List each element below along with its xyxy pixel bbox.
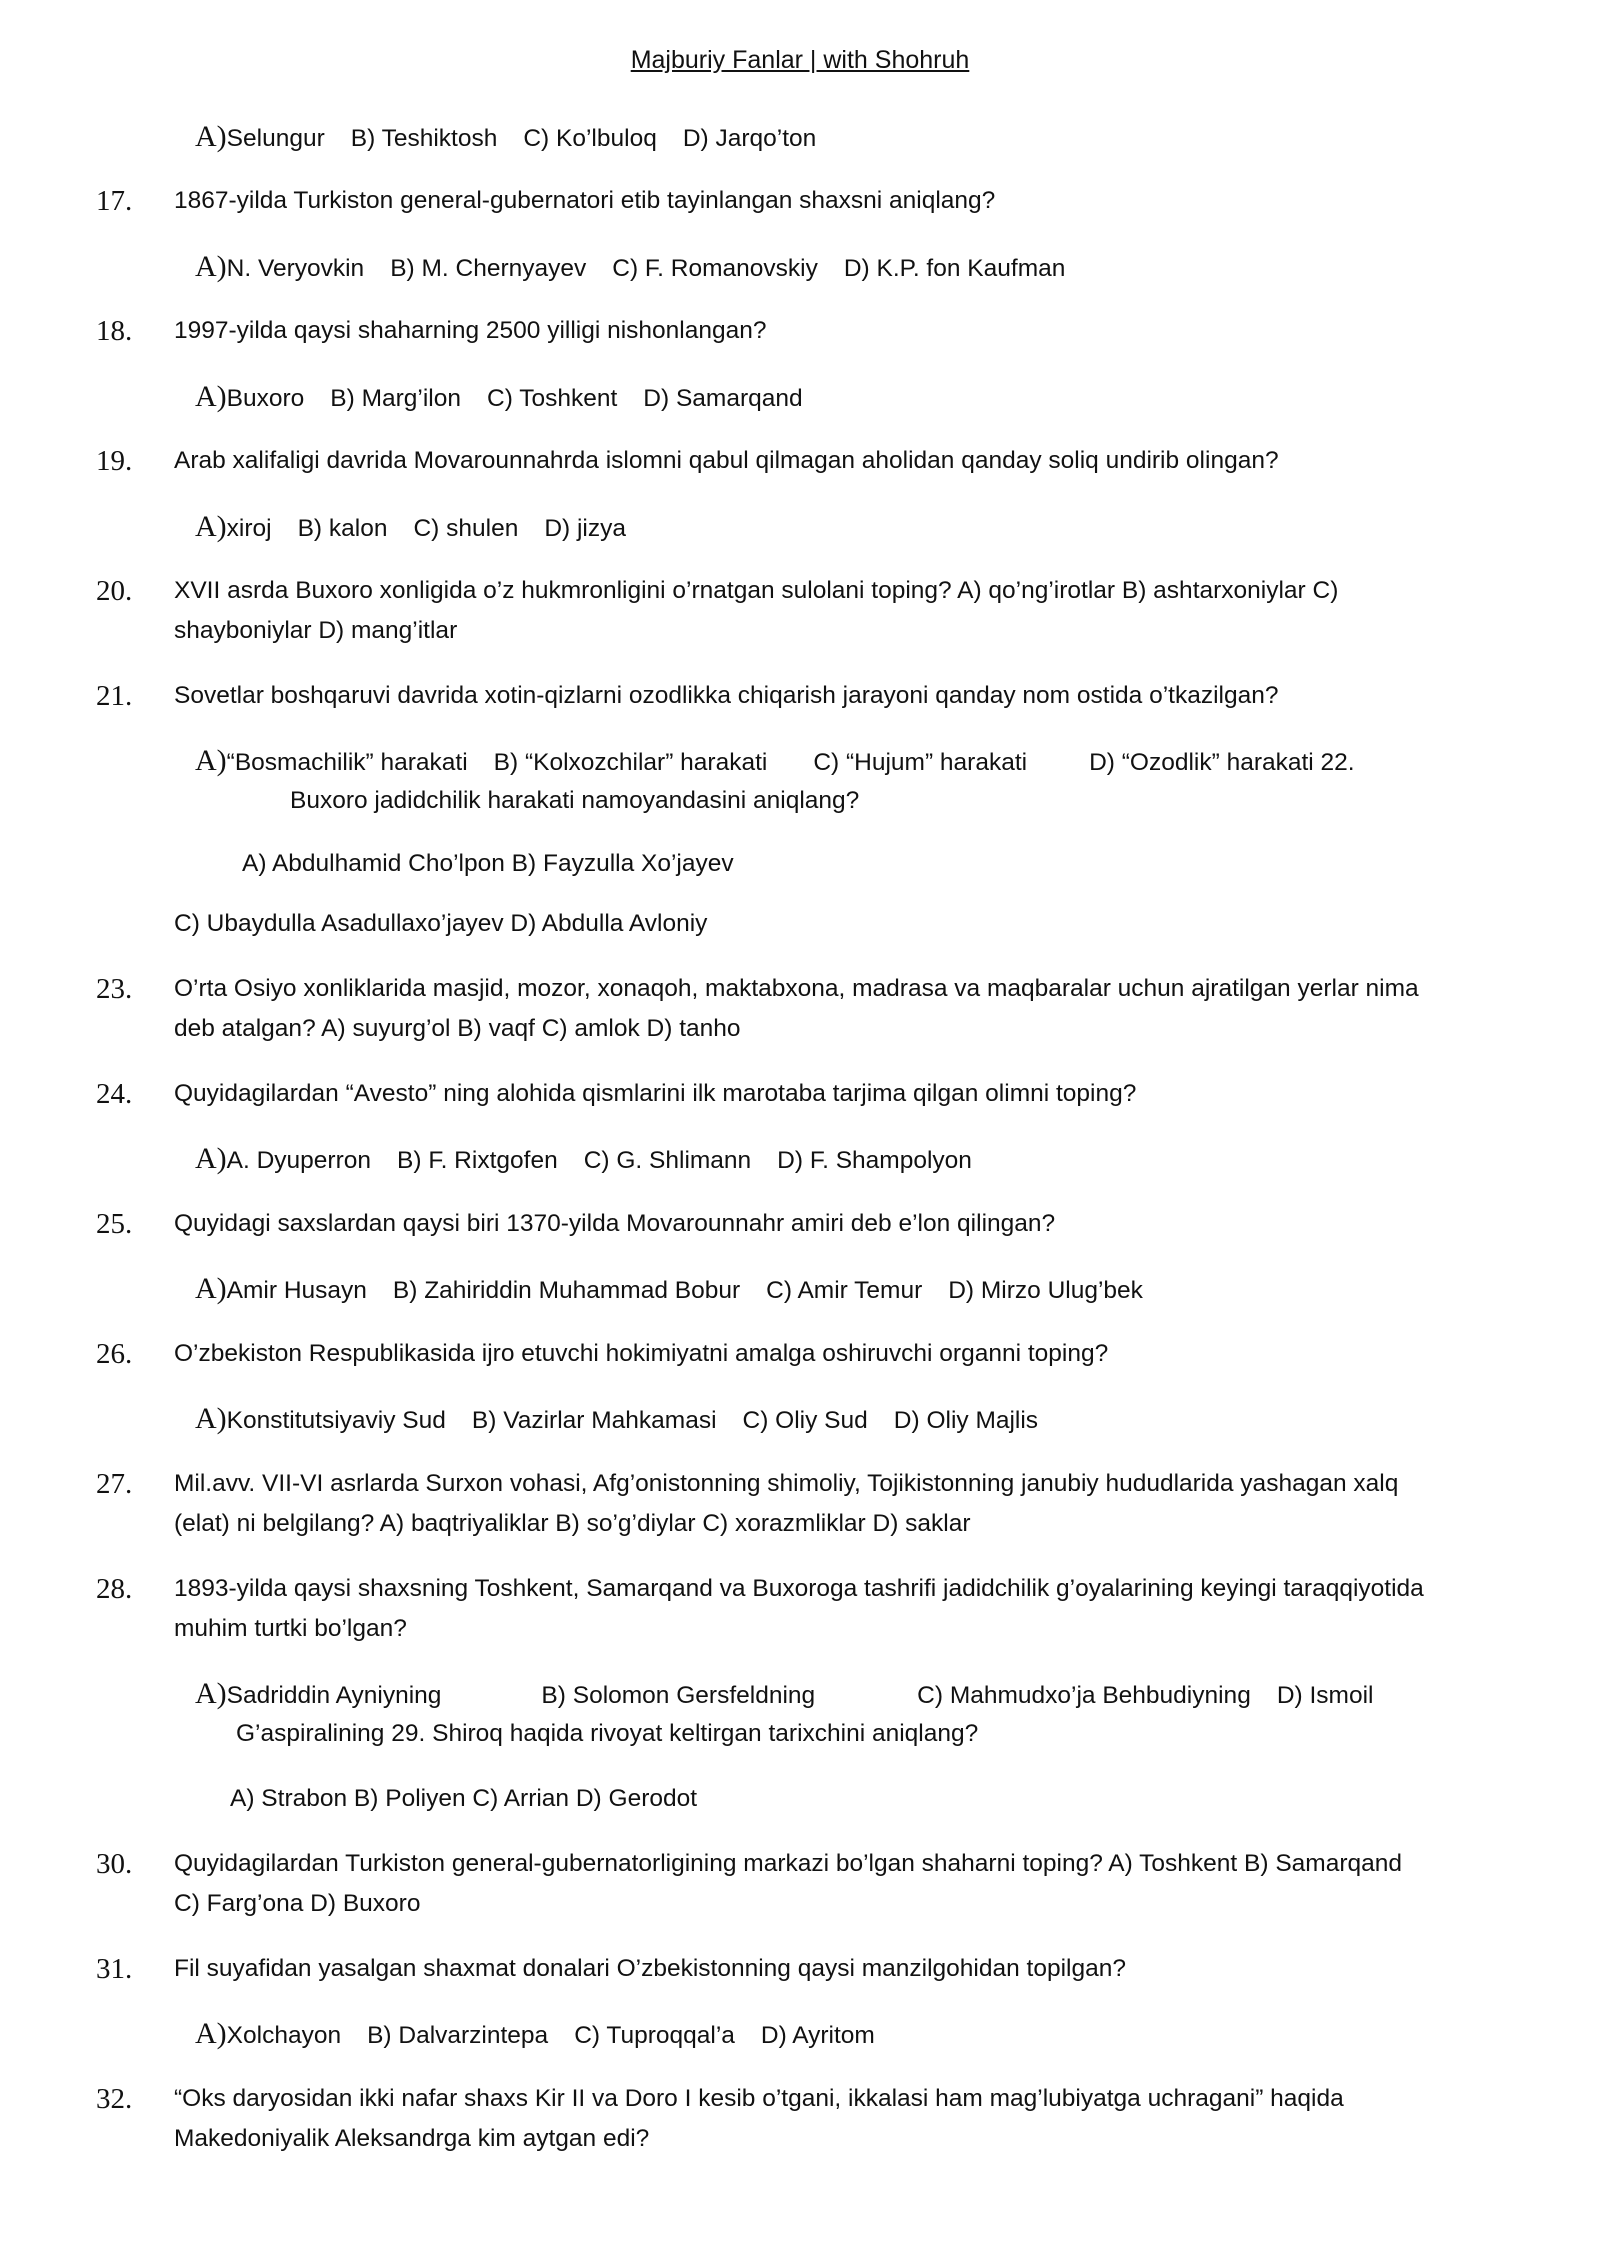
answer-option: C) Toshkent	[487, 385, 618, 412]
option-letter-a: A)	[195, 1677, 227, 1710]
option-letter-a: A)	[195, 380, 227, 413]
option-letter-a: A)	[195, 2017, 227, 2050]
answer-option: C) Ko’lbuloq	[523, 125, 657, 152]
answer-option: Sadriddin Ayniyning	[226, 1682, 442, 1709]
answer-option: B) M. Chernyayev	[390, 255, 587, 282]
option-letter-a: A)	[195, 510, 227, 543]
question-text: Quyidagilardan “Avesto” ning alohida qismlarini ilk marotaba tarjima qilgan olimni toping?	[174, 1080, 1137, 1107]
question-number: 20.	[96, 575, 133, 607]
answer-option: C) Oliy Sud	[742, 1407, 868, 1434]
question-number: 21.	[96, 680, 133, 712]
question-text: Sovetlar boshqaruvi davrida xotin-qizlarni ozodlikka chiqarish jarayoni qanday nom ostida o’tkazilgan?	[174, 682, 1279, 709]
question-number: 17.	[96, 185, 133, 217]
answer-options	[195, 512, 626, 544]
answer-option: D) F. Shampolyon	[777, 1147, 972, 1174]
question-text: Quyidagilardan Turkiston general-gubernatorligining markazi bo’lgan shaharni toping? A) Toshkent B) Samarqand	[174, 1850, 1403, 1877]
option-letter-a: A)	[195, 1142, 227, 1175]
option-letter-a: A)	[195, 120, 227, 153]
answer-option: C) G. Shlimann	[583, 1147, 752, 1174]
option-letter-a: A)	[195, 250, 227, 283]
question-number: 18.	[96, 315, 133, 347]
answer-option: C) F. Romanovskiy	[612, 255, 818, 282]
question-text: Fil suyafidan yasalgan shaxmat donalari O’zbekistonning qaysi manzilgohidan topilgan?	[174, 1955, 1126, 1982]
question-number: 32.	[96, 2083, 133, 2115]
answer-option: N. Veryovkin	[226, 255, 365, 282]
question-text: Mil.avv. VII-VI asrlarda Surxon vohasi, Afg’onistonning shimoliy, Tojikistonning janubiy hududlarida yashagan xalq	[174, 1470, 1399, 1497]
question-text: “Oks daryosidan ikki nafar shaxs Kir II va Doro I kesib o’tgani, ikkalasi ham mag’lubiyatga uchragani” haqida	[174, 2085, 1344, 2112]
question-text: C) Farg’ona D) Buxoro	[174, 1890, 421, 1917]
question-text: A) Strabon B) Poliyen C) Arrian D) Gerodot	[230, 1785, 698, 1812]
question-number: 26.	[96, 1338, 133, 1370]
option-letter-a: A)	[195, 1402, 227, 1435]
answer-option: A. Dyuperron	[226, 1147, 372, 1174]
answer-option: C) shulen	[413, 515, 519, 542]
question-number: 31.	[96, 1953, 133, 1985]
question-text: 1997-yilda qaysi shaharning 2500 yilligi nishonlangan?	[174, 317, 767, 344]
answer-option: “Bosmachilik” harakati	[226, 749, 468, 776]
question-text: shayboniylar D) mang’itlar	[174, 617, 458, 644]
question-number: 23.	[96, 973, 133, 1005]
option-letter-a: A)	[195, 1272, 227, 1305]
answer-option: D) Jarqo’ton	[682, 125, 817, 152]
answer-option: D) Ayritom	[760, 2022, 875, 2049]
question-text: Quyidagi saxslardan qaysi biri 1370-yilda Movarounnahr amiri deb e’lon qilingan?	[174, 1210, 1056, 1237]
question-text: O’rta Osiyo xonliklarida masjid, mozor, xonaqoh, maktabxona, madrasa va maqbaralar uchun ajratilgan yerlar nima	[174, 975, 1419, 1002]
answer-options	[195, 746, 1355, 778]
question-text: muhim turtki bo’lgan?	[174, 1615, 407, 1642]
answer-option: D) Oliy Majlis	[893, 1407, 1039, 1434]
answer-option: Amir Husayn	[226, 1277, 367, 1304]
answer-option: B) Solomon Gersfeldning	[541, 1682, 816, 1709]
answer-option: Xolchayon	[226, 2022, 342, 2049]
question-text: 1893-yilda qaysi shaxsning Toshkent, Samarqand va Buxoroga tashrifi jadidchilik g’oyalarining keyingi taraqqiyotida	[174, 1575, 1424, 1602]
question-number: 25.	[96, 1208, 133, 1240]
answer-options	[195, 252, 1065, 284]
answer-option: B) Vazirlar Mahkamasi	[471, 1407, 717, 1434]
question-text: Arab xalifaligi davrida Movarounnahrda islomni qabul qilmagan aholidan qanday soliq undirib olingan?	[174, 447, 1279, 474]
question-number: 24.	[96, 1078, 133, 1110]
answer-option: C) “Hujum” harakati	[813, 749, 1028, 776]
answer-option: D) Mirzo Ulug’bek	[948, 1277, 1143, 1304]
question-text: O’zbekiston Respublikasida ijro etuvchi hokimiyatni amalga oshiruvchi organni toping?	[174, 1340, 1109, 1367]
answer-option: D) K.P. fon Kaufman	[843, 255, 1066, 282]
answer-option: B) Dalvarzintepa	[367, 2022, 549, 2049]
answer-option: D) Ismoil	[1276, 1682, 1374, 1709]
answer-option: xiroj	[226, 515, 272, 542]
answer-option: B) Teshiktosh	[350, 125, 498, 152]
answer-options	[195, 1404, 1038, 1436]
answer-option: B) Zahiriddin Muhammad Bobur	[392, 1277, 741, 1304]
answer-options	[195, 122, 816, 154]
question-number: 27.	[96, 1468, 133, 1500]
question-text: C) Ubaydulla Asadullaxo’jayev D) Abdulla Avloniy	[174, 910, 708, 937]
answer-options	[195, 1144, 972, 1176]
question-text: Buxoro jadidchilik harakati namoyandasini aniqlang?	[290, 787, 860, 814]
answer-option: C) Mahmudxo’ja Behbudiyning	[917, 1682, 1251, 1709]
answer-option: D) Samarqand	[643, 385, 803, 412]
answer-option: Konstitutsiyaviy Sud	[226, 1407, 446, 1434]
question-number: 30.	[96, 1848, 133, 1880]
answer-option: D) “Ozodlik” harakati 22.	[1089, 749, 1355, 776]
question-text: Makedoniyalik Aleksandrga kim aytgan edi?	[174, 2125, 650, 2152]
answer-options	[195, 2019, 875, 2051]
question-text: 1867-yilda Turkiston general-gubernatori etib tayinlangan shaxsni aniqlang?	[174, 187, 996, 214]
question-text: G’aspiralining 29. Shiroq haqida rivoyat keltirgan tarixchini aniqlang?	[236, 1720, 979, 1747]
question-text: XVII asrda Buxoro xonligida o’z hukmronligini o’rnatgan sulolani toping? A) qo’ng’irotlar B) ashtarxoniylar C)	[174, 577, 1339, 604]
answer-option: C) Tuproqqal’a	[574, 2022, 735, 2049]
answer-options	[195, 382, 803, 414]
page-title: Majburiy Fanlar | with Shohruh	[630, 46, 970, 74]
answer-options	[195, 1274, 1143, 1306]
question-number: 28.	[96, 1573, 133, 1605]
answer-option: D) jizya	[544, 515, 626, 542]
answer-options	[195, 1679, 1373, 1711]
question-text: deb atalgan? A) suyurg’ol B) vaqf C) amlok D) tanho	[174, 1015, 741, 1042]
answer-option: Buxoro	[226, 385, 305, 412]
answer-option: Selungur	[226, 125, 325, 152]
option-letter-a: A)	[195, 744, 227, 777]
answer-option: B) Marg’ilon	[330, 385, 462, 412]
question-number: 19.	[96, 445, 133, 477]
answer-option: B) F. Rixtgofen	[397, 1147, 558, 1174]
question-text: (elat) ni belgilang? A) baqtriyaliklar B) so’g’diylar C) xorazmliklar D) saklar	[174, 1510, 971, 1537]
answer-option: B) “Kolxozchilar” harakati	[493, 749, 768, 776]
answer-option: B) kalon	[297, 515, 388, 542]
answer-option: C) Amir Temur	[766, 1277, 923, 1304]
question-text: A) Abdulhamid Cho’lpon B) Fayzulla Xo’jayev	[242, 850, 734, 877]
